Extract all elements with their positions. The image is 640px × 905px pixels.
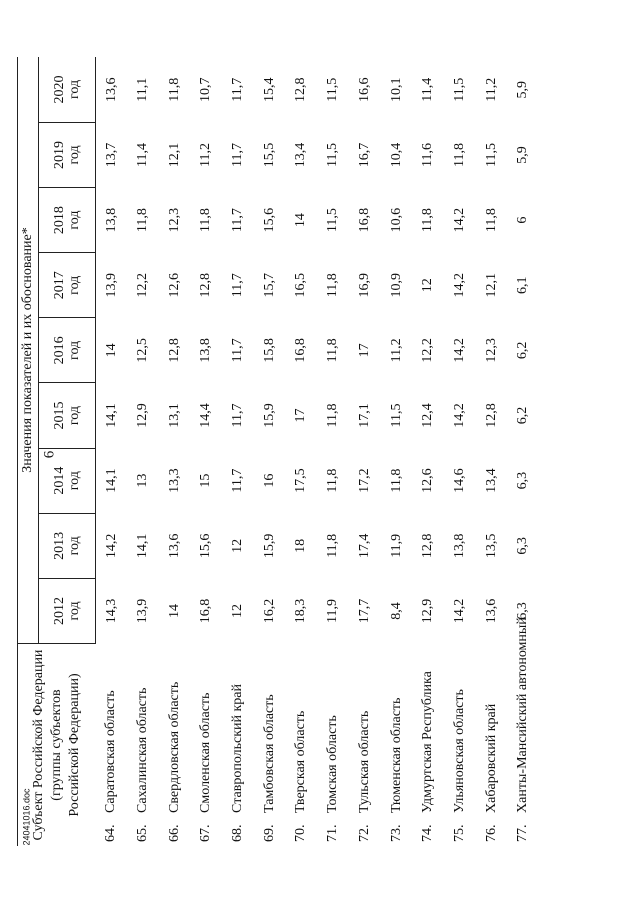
value-cell: 12,2 (135, 273, 151, 298)
value-cell: 15 (198, 473, 214, 488)
value-cell: 18,3 (293, 598, 309, 624)
value-cell: 11,7 (230, 468, 246, 493)
value-cell: 15,9 (261, 533, 277, 559)
value-cell: 10,7 (198, 77, 214, 102)
value-cell: 16,7 (356, 142, 372, 168)
value-cell: 13 (135, 473, 151, 488)
value-cell: 11,8 (325, 338, 341, 363)
value-cell: 16,8 (356, 207, 372, 233)
value-cell: 11,2 (388, 338, 404, 363)
value-cell: 13,9 (135, 598, 151, 624)
value-cell: 13,6 (103, 77, 119, 102)
value-cell: 14,2 (451, 207, 467, 233)
table-row (476, 57, 508, 846)
value-cell: 11,7 (230, 208, 246, 233)
value-cell: 13,8 (198, 338, 214, 363)
subject-name: Тульская область (356, 710, 372, 813)
year-unit: год (67, 471, 82, 491)
value-cell: 11,4 (420, 77, 436, 102)
value-cell: 12,8 (198, 273, 214, 298)
value-cell: 12,8 (483, 403, 499, 428)
value-cell: 16,8 (293, 338, 309, 363)
value-cell: 16,9 (356, 273, 372, 298)
value-cell: 12,1 (483, 273, 499, 298)
value-cell: 12,2 (420, 338, 436, 363)
table-row (286, 57, 318, 846)
table-body (96, 57, 540, 846)
value-cell: 11,5 (325, 77, 341, 102)
value-cell: 6,3 (515, 602, 531, 620)
subject-name: Томская область (325, 715, 341, 813)
value-cell: 13,4 (483, 468, 499, 493)
value-cell: 11,4 (135, 142, 151, 167)
subject-name: Смоленская область (198, 692, 214, 813)
row-number: 68. (230, 824, 246, 842)
table-row (317, 57, 349, 846)
year-unit: год (67, 405, 82, 426)
year-label: 2015 (52, 401, 67, 430)
row-number: 64. (103, 824, 119, 842)
value-cell: 13,1 (166, 403, 182, 428)
row-number: 73. (388, 824, 404, 842)
value-cell: 8,4 (388, 602, 404, 620)
value-cell: 13,5 (483, 533, 499, 559)
row-number: 65. (135, 824, 151, 842)
row-number: 74. (420, 824, 436, 842)
value-cell: 11,8 (135, 208, 151, 233)
value-cell: 15,8 (261, 338, 277, 363)
value-cell: 12,9 (135, 403, 151, 428)
year-unit: год (67, 340, 82, 360)
value-cell: 15,9 (261, 403, 277, 428)
value-cell: 14,1 (135, 533, 151, 559)
value-cell: 14,3 (103, 598, 119, 624)
value-cell: 11,5 (451, 77, 467, 102)
value-cell: 16,6 (356, 77, 372, 102)
year-label: 2019 (52, 140, 67, 169)
year-header (39, 448, 96, 513)
value-cell: 11,8 (483, 208, 499, 233)
value-cell: 12,8 (420, 533, 436, 559)
subject-name: Ханты-Мансийский автономный (515, 617, 531, 813)
table-row (96, 57, 128, 846)
value-cell: 11,9 (325, 598, 341, 623)
value-cell: 11,7 (230, 273, 246, 298)
value-cell: 11,8 (166, 77, 182, 102)
row-number: 72. (356, 824, 372, 842)
value-cell: 5,9 (515, 80, 531, 99)
table-row (349, 57, 381, 846)
value-cell: 13,3 (166, 468, 182, 493)
subject-name: Ульяновская область (451, 689, 467, 813)
subject-header-line: Российской Федерации) (66, 673, 82, 817)
year-unit: год (67, 601, 82, 621)
value-cell: 12,3 (166, 207, 182, 233)
table-row (159, 57, 191, 846)
value-cell: 14 (103, 343, 119, 358)
row-number: 71. (325, 824, 341, 842)
value-cell: 11,9 (388, 533, 404, 558)
table-row (507, 57, 539, 846)
value-cell: 15,6 (261, 207, 277, 233)
value-cell: 11,2 (198, 142, 214, 167)
year-header (39, 383, 96, 448)
year-label: 2012 (52, 596, 67, 625)
row-number: 77. (515, 824, 531, 842)
value-cell: 11,8 (325, 273, 341, 298)
year-unit: год (67, 536, 82, 556)
value-cell: 12 (230, 603, 246, 618)
year-unit: год (67, 275, 82, 295)
row-number: 69. (261, 824, 277, 842)
value-cell: 17,7 (356, 598, 372, 624)
value-cell: 12,6 (420, 468, 436, 493)
value-cell: 10,6 (388, 207, 404, 233)
value-cell: 12,6 (166, 273, 182, 298)
value-cell: 12,1 (166, 142, 182, 168)
value-cell: 13,8 (103, 207, 119, 233)
value-cell: 14,1 (103, 403, 119, 428)
value-cell: 14,2 (451, 273, 467, 298)
year-unit: год (67, 210, 82, 230)
value-cell: 14,1 (103, 468, 119, 493)
value-cell: 17,4 (356, 533, 372, 559)
document-id: 24041016.doc (21, 788, 32, 846)
year-label: 2016 (52, 336, 67, 365)
table-row (191, 57, 223, 846)
value-cell: 12,8 (166, 338, 182, 363)
value-cell: 11,5 (325, 142, 341, 167)
value-cell: 17,2 (356, 468, 372, 493)
row-number: 70. (293, 824, 309, 842)
rotated-page-content (17, 57, 629, 846)
subject-name: Саратовская область (103, 690, 119, 813)
value-cell: 11,7 (230, 142, 246, 167)
value-cell: 11,8 (420, 208, 436, 233)
page-number: 6 (41, 450, 58, 459)
value-cell: 13,8 (451, 533, 467, 559)
value-cell: 13,9 (103, 273, 119, 298)
values-group-header: Значения показателей и их обоснование* (18, 57, 39, 644)
value-cell: 15,4 (261, 77, 277, 102)
year-label: 2017 (52, 271, 67, 300)
subject-name: Тамбовская область (261, 694, 277, 813)
subject-name: Тверская область (293, 710, 309, 813)
value-cell: 11,7 (230, 403, 246, 428)
value-cell: 14,6 (451, 468, 467, 493)
value-cell: 13,6 (483, 598, 499, 624)
value-cell: 11,5 (483, 142, 499, 167)
row-number: 76. (483, 824, 499, 842)
value-cell: 11,7 (230, 77, 246, 102)
value-cell: 6,1 (515, 276, 531, 294)
year-header (39, 253, 96, 318)
value-cell: 12,3 (483, 338, 499, 363)
value-cell: 5,9 (515, 146, 531, 164)
value-cell: 11,8 (325, 468, 341, 493)
value-cell: 11,5 (388, 403, 404, 428)
value-cell: 12 (420, 278, 436, 293)
value-cell: 18 (293, 538, 309, 553)
year-unit: год (67, 145, 82, 165)
year-header (39, 57, 96, 122)
year-header (39, 318, 96, 383)
table-row (412, 57, 444, 846)
value-cell: 14,2 (451, 403, 467, 428)
value-cell: 12,9 (420, 598, 436, 624)
year-label: 2020 (52, 75, 67, 104)
value-cell: 14,2 (103, 533, 119, 559)
subject-header-line: (группы субъектов (48, 689, 64, 801)
row-number: 75. (451, 824, 467, 842)
subject-header-line: Субъект Российской Федерации (30, 649, 46, 841)
year-header (39, 513, 96, 578)
value-cell: 14,2 (451, 338, 467, 363)
value-cell: 14 (166, 603, 182, 618)
subject-name: Тюменская область (388, 697, 404, 813)
value-cell: 17 (293, 408, 309, 423)
table-row (127, 57, 159, 846)
value-cell: 11,8 (451, 142, 467, 167)
value-cell: 11,8 (198, 208, 214, 233)
value-cell: 6,3 (515, 471, 531, 490)
row-number: 66. (166, 824, 182, 842)
value-cell: 14,4 (198, 403, 214, 428)
value-cell: 15,6 (198, 533, 214, 559)
table-row (222, 57, 254, 846)
value-cell: 15,5 (261, 142, 277, 168)
table-row (444, 57, 476, 846)
value-cell: 15,7 (261, 273, 277, 298)
value-cell: 11,6 (420, 142, 436, 167)
value-cell: 10,1 (388, 77, 404, 102)
value-cell: 17,5 (293, 468, 309, 493)
subject-column-header (18, 644, 96, 846)
year-header (39, 578, 96, 643)
value-cell: 16,8 (198, 598, 214, 624)
year-header (39, 188, 96, 253)
value-cell: 11,8 (325, 533, 341, 558)
value-cell: 10,9 (388, 273, 404, 298)
table-row (254, 57, 286, 846)
year-label: 2013 (52, 531, 67, 560)
subject-name: Свердловская область (166, 681, 182, 813)
value-cell: 12,5 (135, 338, 151, 363)
value-cell: 11,2 (483, 77, 499, 102)
value-cell: 12 (230, 538, 246, 553)
value-cell: 16,2 (261, 598, 277, 624)
subject-name: Хабаровский край (483, 703, 499, 813)
subject-name: Сахалинская область (135, 687, 151, 813)
value-cell: 17,1 (356, 403, 372, 428)
value-cell: 14 (293, 213, 309, 228)
value-cell: 11,8 (388, 468, 404, 493)
year-label: 2018 (52, 206, 67, 235)
subject-name: Ставропольский край (230, 683, 246, 813)
value-cell: 11,1 (135, 77, 151, 102)
value-cell: 11,8 (325, 403, 341, 428)
table-row (381, 57, 413, 846)
year-unit: год (67, 79, 82, 100)
value-cell: 12,4 (420, 403, 436, 428)
value-cell: 10,4 (388, 142, 404, 168)
value-cell: 11,7 (230, 338, 246, 363)
value-cell: 6,3 (515, 537, 531, 555)
value-cell: 13,4 (293, 142, 309, 168)
value-cell: 14,2 (451, 598, 467, 624)
value-cell: 16,5 (293, 273, 309, 298)
year-label: 2014 (52, 466, 67, 495)
value-cell: 17 (356, 343, 372, 358)
value-cell: 6,2 (515, 341, 531, 360)
value-cell: 13,6 (166, 533, 182, 559)
value-cell: 6,2 (515, 406, 531, 425)
value-cell: 13,7 (103, 142, 119, 168)
year-header (39, 122, 96, 187)
subject-name: Удмуртская Республика (420, 671, 436, 813)
value-cell: 11,5 (325, 208, 341, 233)
value-cell: 12,8 (293, 77, 309, 102)
row-number: 67. (198, 824, 214, 842)
indicator-table (17, 57, 539, 846)
value-cell: 16 (261, 473, 277, 488)
value-cell: 6 (515, 216, 531, 224)
